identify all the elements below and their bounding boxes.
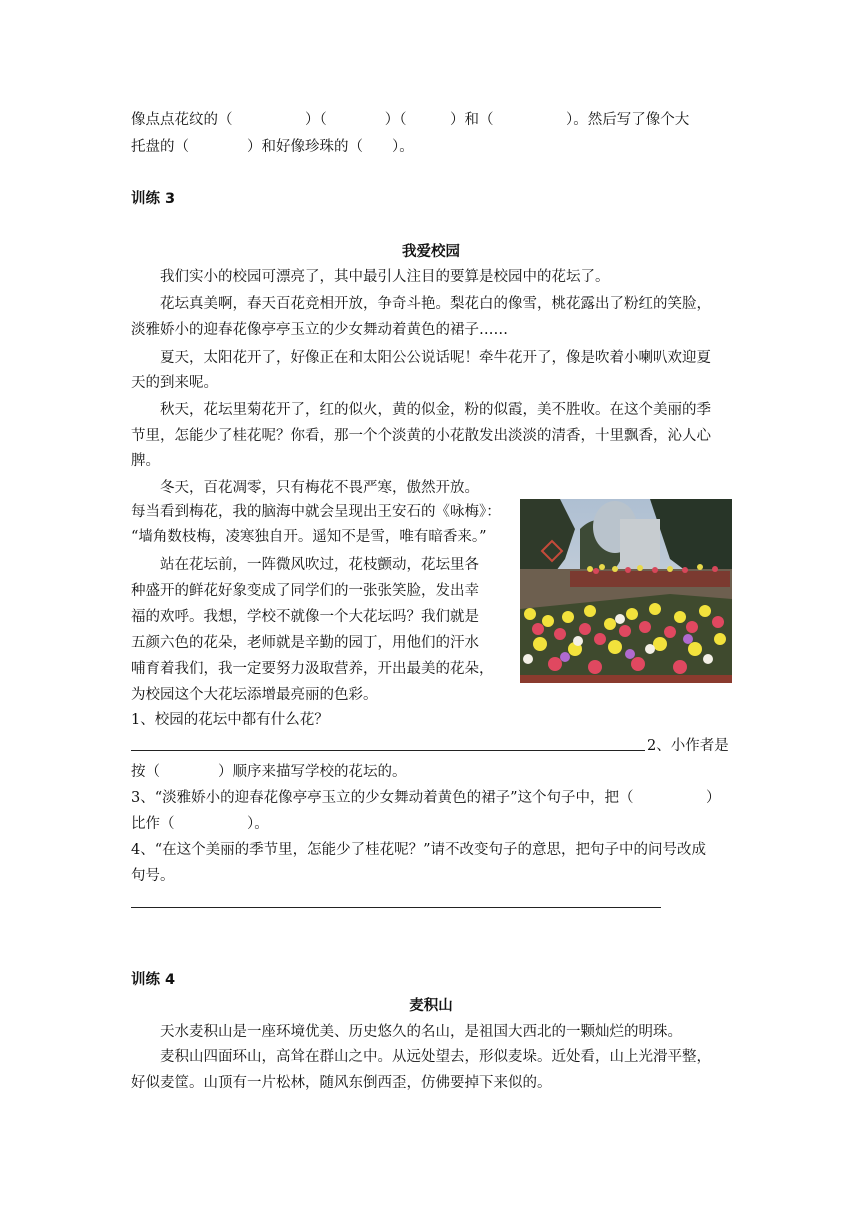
passage-paragraph-3-line-1: 夏天，太阳花开了，好像正在和太阳公公说话呢！牵牛花开了，像是吹着小喇叭欢迎夏 xyxy=(160,350,711,366)
section-4-heading: 训练 4 xyxy=(131,972,176,988)
question-1: 1、校园的花坛中都有什么花？ xyxy=(131,712,329,728)
section-4-paragraph-1: 天水麦积山是一座环境优美、历史悠久的名山，是祖国大西北的一颗灿烂的明珠。 xyxy=(160,1024,682,1040)
question-4-line-2: 句号。 xyxy=(131,868,175,884)
section-4-title: 麦积山 xyxy=(409,998,453,1014)
question-4-line-1: 4、“在这个美丽的季节里，怎能少了桂花呢？”请不改变句子的意思，把句子中的问号改成 xyxy=(131,842,707,858)
fill-blank-line-2: 托盘的（ ）和好像珍珠的（ ）。 xyxy=(131,139,414,155)
passage-paragraph-4-line-2: 节里，怎能少了桂花呢？你看，那一个个淡黄的小花散发出淡淡的清香，十里飘香，沁人心 xyxy=(131,428,711,444)
passage-paragraph-2-line-1: 花坛真美啊，春天百花竞相开放，争奇斗艳。梨花白的像雪，桃花露出了粉红的笑脸， xyxy=(160,296,711,312)
passage-paragraph-5-line-2: 每当看到梅花，我的脑海中就会呈现出王安石的《咏梅》： xyxy=(131,504,501,520)
passage-paragraph-6-line-2: 种盛开的鲜花好象变成了同学们的一张张笑脸，发出幸 xyxy=(131,583,479,599)
passage-paragraph-6-line-4: 五颜六色的花朵，老师就是辛勤的园丁，用他们的汗水 xyxy=(131,635,479,651)
section-4-paragraph-2-line-1: 麦积山四面环山，高耸在群山之中。从远处望去，形似麦垛。近处看，山上光滑平整， xyxy=(160,1049,711,1065)
passage-paragraph-6-line-1: 站在花坛前，一阵微风吹过，花枝颤动，花坛里各 xyxy=(160,557,479,573)
flower-bed-photo xyxy=(520,499,732,683)
question-2-end: 按（ ）顺序来描写学校的花坛的。 xyxy=(131,764,407,780)
section-4-paragraph-2-line-2: 好似麦筐。山顶有一片松林，随风东倒西歪，仿佛要掉下来似的。 xyxy=(131,1075,552,1091)
passage-paragraph-4-line-1: 秋天，花坛里菊花开了，红的似火，黄的似金，粉的似霞，美不胜收。在这个美丽的季 xyxy=(160,402,711,418)
answer-line-1 xyxy=(131,750,645,751)
passage-paragraph-6-line-3: 福的欢呼。我想，学校不就像一个大花坛吗？我们就是 xyxy=(131,609,479,625)
question-2-start: 2、小作者是 xyxy=(647,738,729,754)
passage-paragraph-5-line-3: “墙角数枝梅，凌寒独自开。遥知不是雪，唯有暗香来。” xyxy=(131,529,487,545)
passage-paragraph-6-line-5: 哺育着我们，我一定要努力汲取营养，开出最美的花朵， xyxy=(131,661,494,677)
passage-paragraph-4-line-3: 脾。 xyxy=(131,453,160,469)
section-3-title: 我爱校园 xyxy=(402,244,460,260)
passage-paragraph-3-line-2: 天的到来呢。 xyxy=(131,375,218,391)
fill-blank-line-1: 像点点花纹的（ ）（ ）（ ）和（ ）。然后写了像个大 xyxy=(131,112,690,128)
answer-line-4 xyxy=(131,907,661,908)
passage-paragraph-1: 我们实小的校园可漂亮了，其中最引人注目的要算是校园中的花坛了。 xyxy=(160,269,610,285)
section-3-heading: 训练 3 xyxy=(131,191,176,207)
passage-paragraph-5-line-1: 冬天，百花凋零，只有梅花不畏严寒，傲然开放。 xyxy=(160,480,479,496)
question-3-line-2: 比作（ ）。 xyxy=(131,816,269,832)
question-3-line-1: 3、“淡雅娇小的迎春花像亭亭玉立的少女舞动着黄色的裙子”这个句子中，把（ ） xyxy=(131,790,721,806)
passage-paragraph-2-line-2: 淡雅娇小的迎春花像亭亭玉立的少女舞动着黄色的裙子…… xyxy=(131,322,508,338)
passage-paragraph-6-line-6: 为校园这个大花坛添增最亮丽的色彩。 xyxy=(131,687,378,703)
